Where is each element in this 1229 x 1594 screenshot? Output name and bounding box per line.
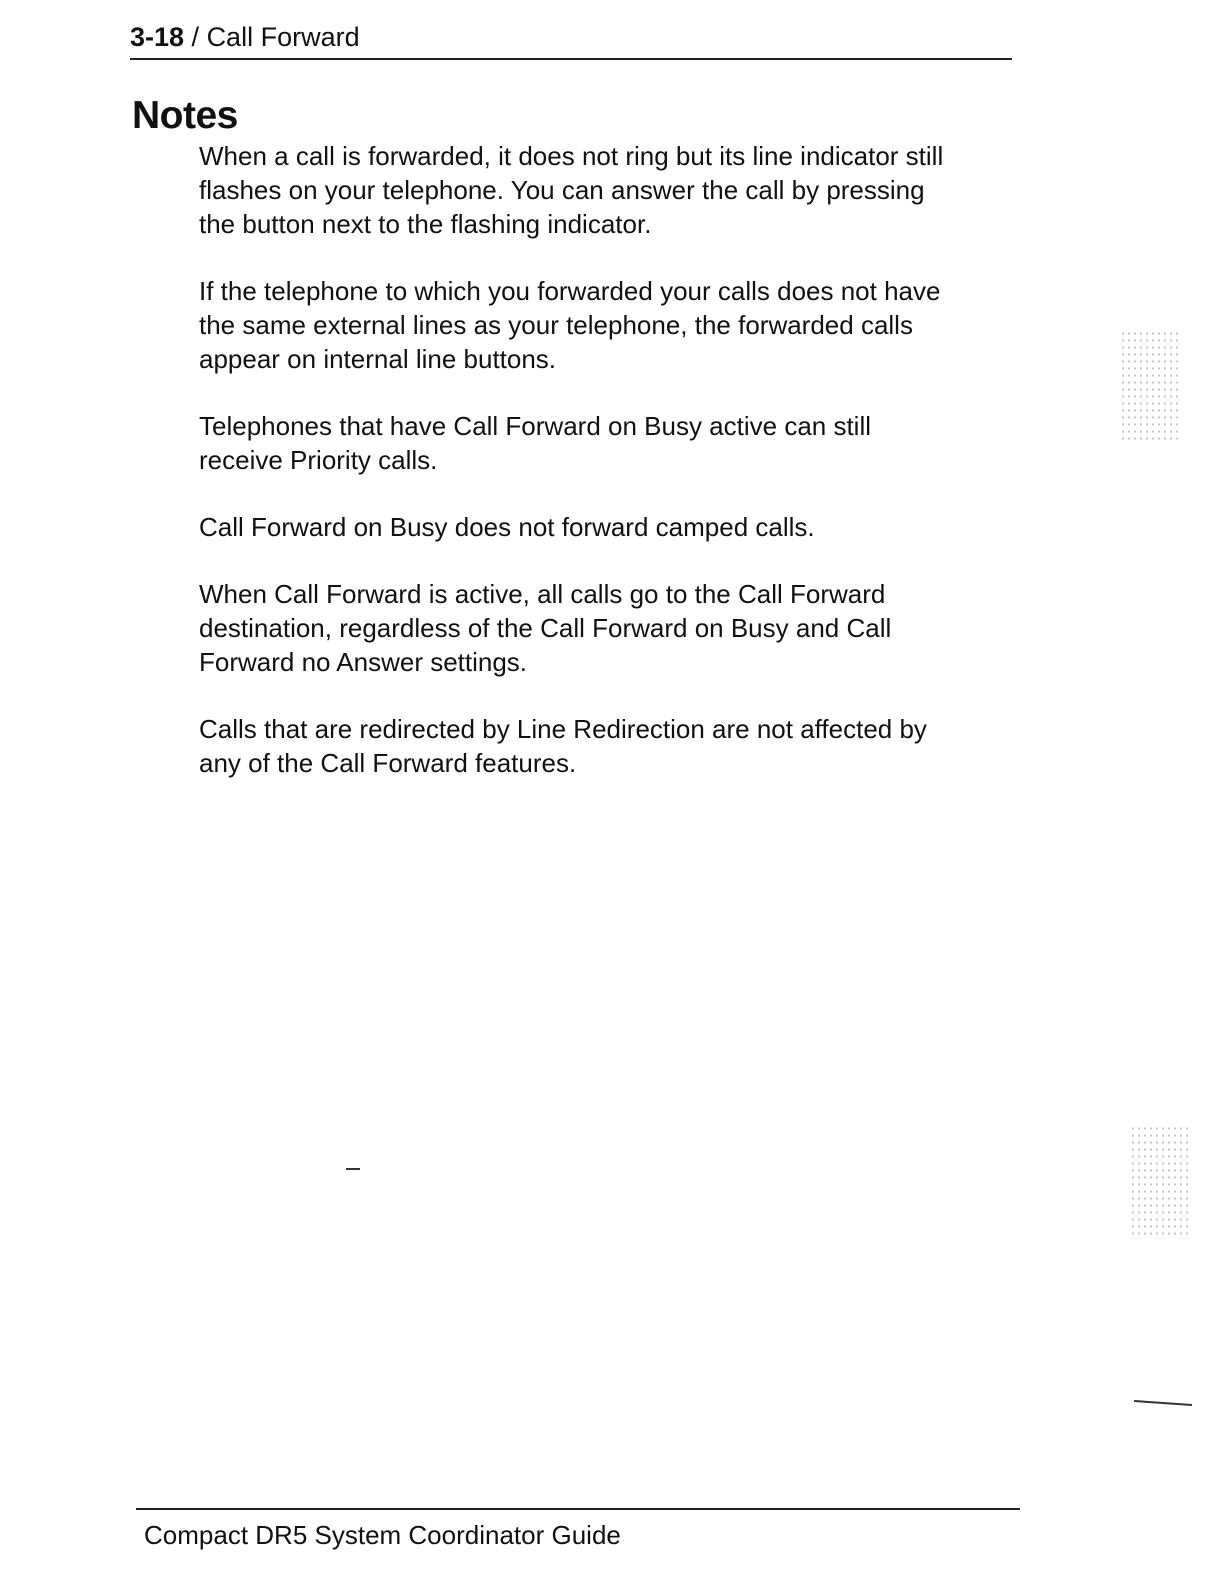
page-number: 3-18: [130, 22, 185, 52]
section-title: Notes: [132, 94, 238, 137]
note-paragraph: Calls that are redirected by Line Redirection are not affected by any of the Call Forward features.: [199, 714, 927, 778]
note-paragraph: When Call Forward is active, all calls go to the Call Forward destination, regardless of the Call Forward on Busy and Call Forward no Answer settings.: [199, 579, 892, 677]
scan-mark: [346, 1168, 360, 1170]
scan-speckle-top: [1120, 330, 1180, 440]
chapter-title: Call Forward: [206, 22, 360, 52]
scan-speckle-bottom: [1130, 1125, 1190, 1235]
page-header: [130, 18, 1012, 60]
header-separator: /: [184, 22, 207, 52]
note-paragraph: Telephones that have Call Forward on Busy active can still receive Priority calls.: [199, 411, 872, 475]
notes-body: [199, 139, 1019, 813]
footer-title: Compact DR5 System Coordinator Guide: [144, 1520, 621, 1550]
page-footer: [136, 1508, 1020, 1552]
note-paragraph: When a call is forwarded, it does not ring but its line indicator still flashes on your telephone. You can answer the call by pressing the button next to the flashing indicator.: [199, 141, 944, 239]
scan-mark-edge: [1134, 1400, 1192, 1406]
note-paragraph: Call Forward on Busy does not forward camped calls.: [199, 512, 815, 542]
note-paragraph: If the telephone to which you forwarded your calls does not have the same external lines as your telephone, the forwarded calls appear on internal line buttons.: [199, 276, 941, 374]
